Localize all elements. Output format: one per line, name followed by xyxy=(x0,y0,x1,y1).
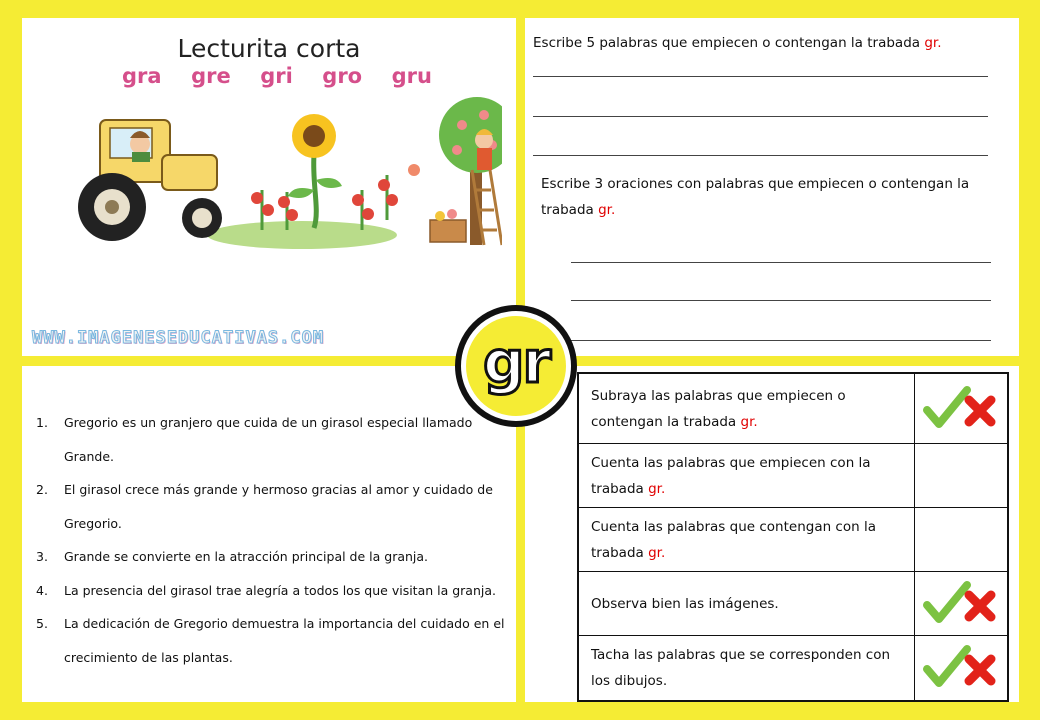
table-row xyxy=(579,374,1007,444)
gr-badge-inner xyxy=(466,316,566,416)
empty-answer-cell[interactable] xyxy=(915,508,1007,571)
tomato-plants-icon xyxy=(251,164,420,230)
task-cell: Cuenta las palabras que contengan con la trabada gr. xyxy=(579,508,915,571)
sentences-instruction-highlight: gr. xyxy=(598,202,616,218)
task-cell: Cuenta las palabras que empiecen con la trabada gr. xyxy=(579,444,915,507)
sentences-instruction xyxy=(541,171,989,223)
sentences-instruction-text: Escribe 3 oraciones con palabras que empiecen o contengan la trabada xyxy=(541,176,970,218)
check-icon xyxy=(927,390,967,424)
list-item: 1. Gregorio es un granjero que cuida de un girasol especial llamado Grande. xyxy=(36,415,473,464)
writing-panel xyxy=(525,18,1019,356)
syllable-gra: gra xyxy=(122,64,162,88)
answer-line[interactable] xyxy=(571,300,991,301)
words-instruction-highlight: gr. xyxy=(924,35,942,51)
answer-line[interactable] xyxy=(571,262,991,263)
list-item: 3. Grande se convierte en la atracción principal de la granja. xyxy=(36,549,429,564)
check-icon xyxy=(927,585,967,619)
tasks-panel xyxy=(525,366,1019,702)
task-cell: Tacha las palabras que se corresponden con los dibujos. xyxy=(579,636,915,700)
grass-ground xyxy=(207,221,397,249)
gr-badge-text: gr xyxy=(482,328,550,396)
story-list xyxy=(36,406,506,674)
website-watermark: WWW.IMAGENESEDUCATIVAS.COM xyxy=(32,328,325,348)
reading-title: Lecturita corta xyxy=(177,34,361,63)
empty-answer-cell[interactable] xyxy=(915,444,1007,507)
check-cross-cell[interactable] xyxy=(915,636,1007,700)
reading-header-panel xyxy=(22,18,516,356)
table-row xyxy=(579,508,1007,572)
tasks-table xyxy=(577,372,1009,702)
answer-line[interactable] xyxy=(533,155,988,156)
table-row xyxy=(579,444,1007,508)
apple-tree-icon xyxy=(430,97,502,245)
list-item: 5. La dedicación de Gregorio demuestra la importancia del cuidado en el crecimiento de las plantas. xyxy=(36,616,505,665)
gr-badge xyxy=(455,305,577,427)
syllable-gri: gri xyxy=(260,64,293,88)
answer-line[interactable] xyxy=(533,116,988,117)
answer-line[interactable] xyxy=(571,340,991,341)
check-cross-cell[interactable] xyxy=(915,374,1007,443)
cross-icon xyxy=(969,400,991,422)
story-panel xyxy=(22,366,516,702)
words-instruction-text: Escribe 5 palabras que empiecen o contengan la trabada xyxy=(533,35,921,51)
list-item: 2. El girasol crece más grande y hermoso gracias al amor y cuidado de Gregorio. xyxy=(36,482,493,531)
check-cross-cell[interactable] xyxy=(915,572,1007,635)
check-icon xyxy=(927,649,967,683)
words-instruction xyxy=(533,30,1003,56)
cross-icon xyxy=(969,659,991,681)
list-item: 4. La presencia del girasol trae alegría a todos los que visitan la granja. xyxy=(36,582,497,598)
syllable-row xyxy=(122,64,432,88)
table-row xyxy=(579,572,1007,636)
task-cell: Observa bien las imágenes. xyxy=(579,572,915,635)
answer-line[interactable] xyxy=(533,76,988,77)
table-row xyxy=(579,636,1007,700)
tractor-icon xyxy=(78,120,222,241)
farm-illustration xyxy=(52,90,502,260)
task-cell: Subraya las palabras que empiecen o contengan la trabada gr. xyxy=(579,374,915,443)
cross-icon xyxy=(969,595,991,617)
syllable-gro: gro xyxy=(322,64,363,88)
syllable-gre: gre xyxy=(191,64,231,88)
syllable-gru: gru xyxy=(391,64,432,88)
